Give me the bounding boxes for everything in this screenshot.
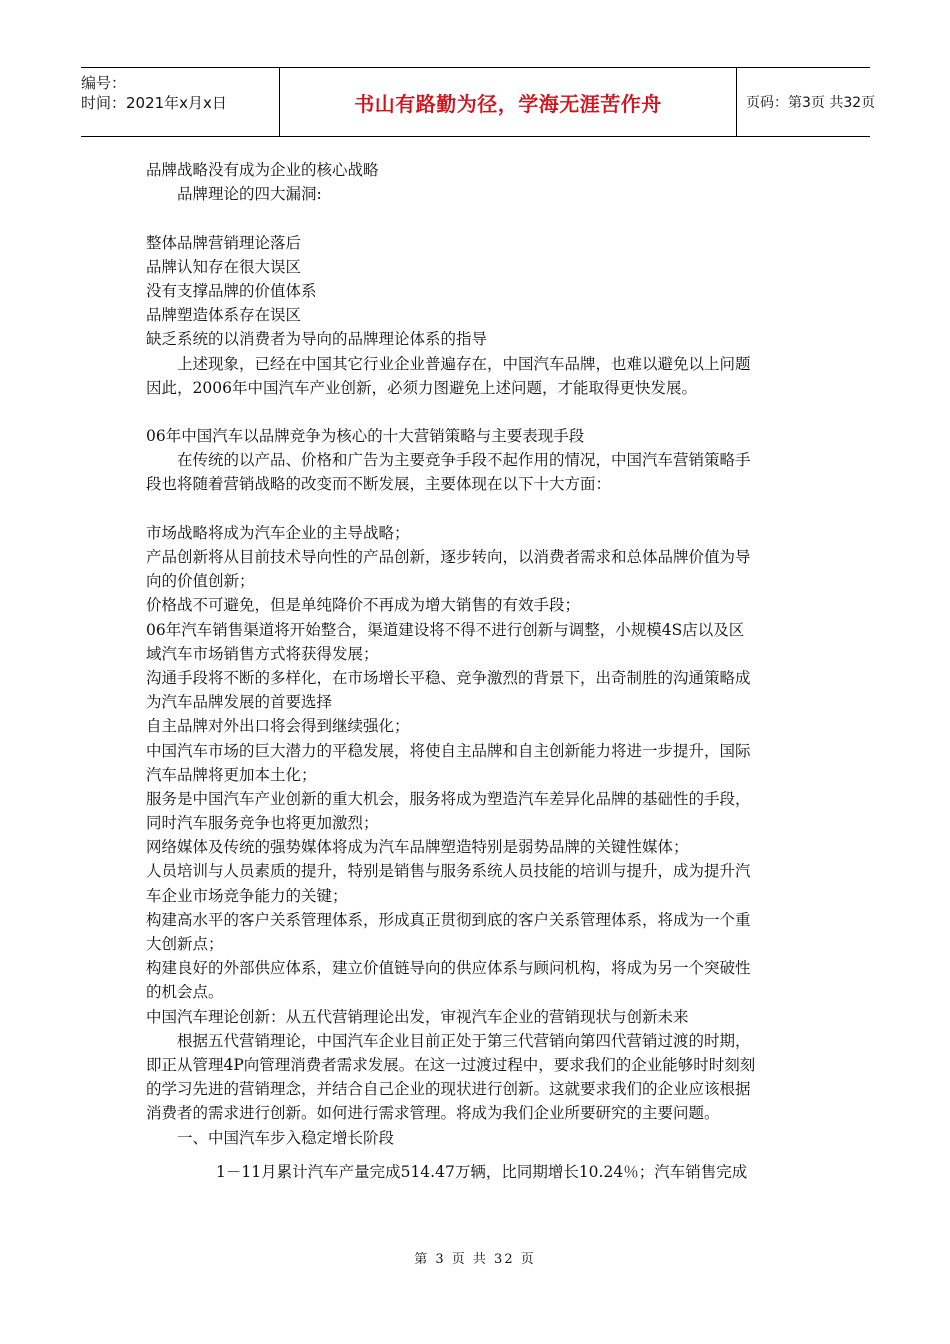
list-item: 服务是中国汽车产业创新的重大机会，服务将成为塑造汽车差异化品牌的基础性的手段， bbox=[146, 789, 751, 808]
body-line: 即正从管理4P向管理消费者需求发展。在这一过渡过程中，要求我们的企业能够时时刻刻 bbox=[146, 1055, 756, 1074]
body-line: 根据五代营销理论，中国汽车企业目前正处于第三代营销向第四代营销过渡的时期， bbox=[177, 1031, 751, 1050]
list-item: 整体品牌营销理论落后 bbox=[146, 233, 302, 252]
blank-line bbox=[146, 400, 810, 424]
body-line: 在传统的以产品、价格和广告为主要竞争手段不起作用的情况，中国汽车营销策略手 bbox=[177, 451, 751, 470]
body-line: 消费者的需求进行创新。如何进行需求管理。将成为我们企业所要研究的主要问题。 bbox=[146, 1104, 720, 1123]
list-item: 市场战略将成为汽车企业的主导战略； bbox=[146, 523, 410, 542]
list-item: 自主品牌对外出口将会得到继续强化； bbox=[146, 717, 410, 736]
body-line: 的学习先进的营销理念，并结合自己企业的现状进行创新。这就要求我们的企业应该根据 bbox=[146, 1080, 751, 1099]
body-line: 品牌战略没有成为企业的核心战略 bbox=[146, 161, 379, 179]
body-line: 上述现象，已经在中国其它行业企业普遍存在，中国汽车品牌，也难以避免以上问题 bbox=[177, 354, 751, 373]
spacer bbox=[146, 1150, 810, 1160]
list-item: 车企业市场竞争能力的关键； bbox=[146, 886, 348, 905]
list-item: 为汽车品牌发展的首要选择 bbox=[146, 693, 333, 712]
body-line: 品牌理论的四大漏洞: bbox=[177, 185, 322, 204]
list-item: 的机会点。 bbox=[146, 983, 224, 1002]
document-number-label: 编号： bbox=[81, 74, 127, 92]
list-item: 价格战不可避免，但是单纯降价不再成为增大销售的有效手段； bbox=[146, 596, 581, 615]
section-heading: 06年中国汽车以品牌竞争为核心的十大营销策略与主要表现手段 bbox=[146, 427, 585, 446]
header-page-info: 页码：第3页 共32页 bbox=[746, 95, 876, 111]
page-footer: 第 3 页 共 32 页 bbox=[414, 1252, 536, 1267]
header-motto: 书山有路勤为径，学海无涯苦作舟 bbox=[354, 91, 662, 116]
blank-line bbox=[146, 497, 810, 521]
blank-line bbox=[146, 206, 810, 230]
list-item: 06年汽车销售渠道将开始整合，渠道建设将不得不进行创新与调整，小规模4S店以及区 bbox=[146, 620, 745, 639]
list-item: 同时汽车服务竞争也将更加激烈； bbox=[146, 814, 379, 833]
list-item: 向的价值创新； bbox=[146, 572, 255, 591]
document-body bbox=[146, 158, 810, 1184]
list-item: 品牌认知存在很大误区 bbox=[146, 257, 302, 276]
body-line: 段也将随着营销战略的改变而不断发展，主要体现在以下十大方面： bbox=[146, 475, 612, 494]
list-item: 人员培训与人员素质的提升，特别是销售与服务系统人员技能的培训与提升，成为提升汽 bbox=[146, 862, 751, 881]
header-motto-cell bbox=[279, 68, 737, 136]
list-item: 构建良好的外部供应体系，建立价值链导向的供应体系与顾问机构，将成为另一个突破性 bbox=[146, 959, 751, 978]
page-header bbox=[81, 67, 876, 137]
list-item: 域汽车市场销售方式将获得发展； bbox=[146, 644, 379, 663]
body-line: 1－11月累计汽车产量完成514.47万辆，比同期增长10.24％；汽车销售完成 bbox=[216, 1162, 748, 1181]
list-item: 网络媒体及传统的强势媒体将成为汽车品牌塑造特别是弱势品牌的关键性媒体； bbox=[146, 838, 689, 857]
document-date-label: 时间：2021年x月x日 bbox=[81, 94, 227, 112]
list-item: 汽车品牌将更加本土化； bbox=[146, 765, 317, 784]
header-meta bbox=[81, 68, 279, 136]
body-line: 因此，2006年中国汽车产业创新，必须力图避免上述问题，才能取得更快发展。 bbox=[146, 378, 697, 397]
list-item: 缺乏系统的以消费者为导向的品牌理论体系的指导 bbox=[146, 330, 488, 349]
list-item: 大创新点； bbox=[146, 935, 224, 953]
list-item: 沟通手段将不断的多样化，在市场增长平稳、竞争激烈的背景下，出奇制胜的沟通策略成 bbox=[146, 668, 751, 687]
list-item: 中国汽车市场的巨大潜力的平稳发展，将使自主品牌和自主创新能力将进一步提升，国际 bbox=[146, 741, 751, 760]
list-item: 构建高水平的客户关系管理体系，形成真正贯彻到底的客户关系管理体系，将成为一个重 bbox=[146, 910, 751, 929]
subsection-heading: 一、中国汽车步入稳定增长阶段 bbox=[177, 1128, 395, 1147]
section-heading: 中国汽车理论创新：从五代营销理论出发，审视汽车企业的营销现状与创新未来 bbox=[146, 1007, 689, 1026]
list-item: 产品创新将从目前技术导向性的产品创新，逐步转向，以消费者需求和总体品牌价值为导 bbox=[146, 548, 751, 566]
list-item: 品牌塑造体系存在误区 bbox=[146, 306, 302, 325]
list-item: 没有支撑品牌的价值体系 bbox=[146, 281, 317, 300]
